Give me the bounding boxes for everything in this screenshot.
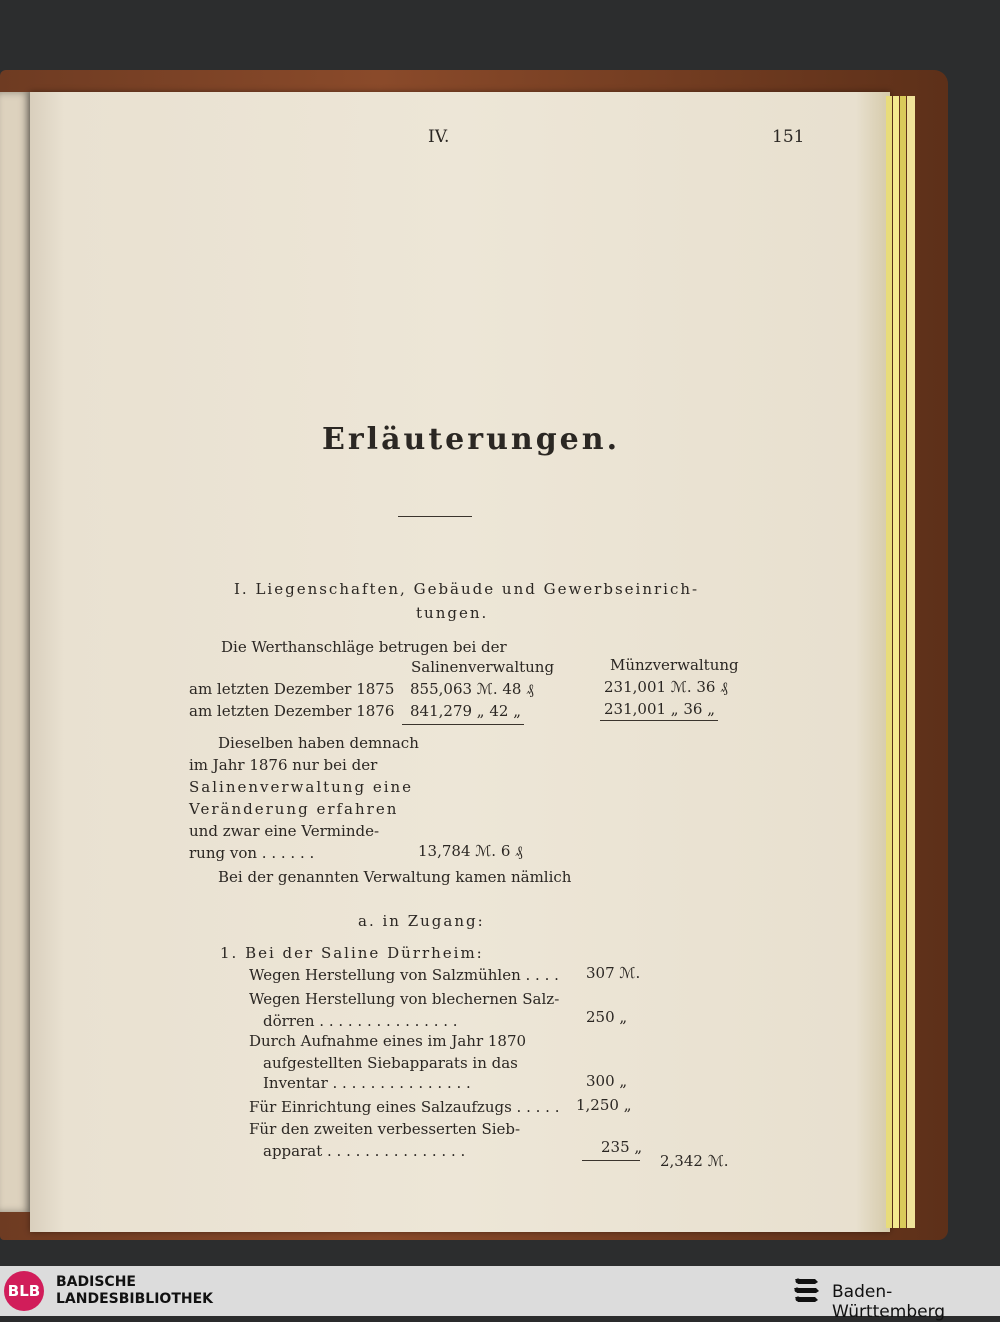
page-edge [886,96,892,1228]
item-amount: 300 „ [586,1072,628,1090]
page-number: 151 [772,127,805,147]
sub-heading: a. in Zugang: [358,912,485,930]
item-line: dörren . . . . . . . . . . . . . . . [263,1012,458,1030]
row-label: am letzten Dezember 1876 [189,702,395,720]
sum-rule [600,720,718,721]
paragraph-line: im Jahr 1876 nur bei der [189,756,378,774]
saline-heading: 1. Bei der Saline Dürrheim: [220,944,484,962]
paragraph-line: und zwar eine Verminde- [189,822,380,840]
sum-rule [582,1160,640,1161]
page-edge [907,96,915,1228]
paragraph-line: Veränderung erfahren [189,800,399,818]
paragraph-line: Dieselben haben demnach [218,734,419,752]
footer-bar [0,1266,1000,1322]
bw-lion-icon[interactable] [792,1275,822,1307]
blb-name-line: LANDESBIBLIOTHEK [56,1291,214,1307]
intro-text: Die Werthanschläge betrugen bei der [221,638,507,656]
item-amount: 307 ℳ. [586,964,641,982]
blb-logo[interactable]: BLB [4,1271,44,1311]
row-value-saline: 841,279 „ 42 „ [410,702,521,720]
item-line: Durch Aufnahme eines im Jahr 1870 [249,1032,527,1050]
section-number: IV. [428,127,450,147]
bw-name[interactable]: Baden-Württemberg [832,1282,946,1322]
reduction-value: 13,784 ℳ. 6 ₰ [418,842,523,860]
item-line: Für Einrichtung eines Salzaufzugs . . . . . [249,1098,560,1116]
item-line: Inventar . . . . . . . . . . . . . . . [263,1074,471,1092]
item-line: Wegen Herstellung von blechernen Salz- [249,990,560,1008]
item-amount: 235 „ [601,1138,643,1156]
item-amount: 1,250 „ [576,1096,632,1114]
blb-name-line: BADISCHE [56,1274,136,1290]
column-header-muenz: Münzverwaltung [610,656,739,674]
paragraph-line: rung von . . . . . . [189,844,315,862]
item-line: Wegen Herstellung von Salzmühlen . . . . [249,966,559,984]
paragraph-line: Bei der genannten Verwaltung kamen nämlich [218,868,572,886]
page-edge [900,96,906,1228]
page-title: Erläuterungen. [322,422,621,457]
paragraph-line: Salinenverwaltung eine [189,778,414,796]
row-label: am letzten Dezember 1875 [189,680,395,698]
section-heading-cont: tungen. [416,604,489,622]
row-value-muenz: 231,001 ℳ. 36 ₰ [604,678,728,696]
left-page-edge [0,92,30,1212]
item-amount: 250 „ [586,1008,628,1026]
item-line: aufgestellten Siebapparats in das [263,1054,518,1072]
title-rule [398,516,472,517]
row-value-saline: 855,063 ℳ. 48 ₰ [410,680,534,698]
total-amount: 2,342 ℳ. [660,1152,729,1170]
row-value-muenz: 231,001 „ 36 „ [604,700,715,718]
item-line: Für den zweiten verbesserten Sieb- [249,1120,521,1138]
item-line: apparat . . . . . . . . . . . . . . . [263,1142,466,1160]
blb-library-name[interactable] [56,1274,213,1308]
page-edge [893,96,899,1228]
sum-rule [402,724,524,725]
section-heading: I. Liegenschaften, Gebäude und Gewerbseinrich- [234,580,700,598]
column-header-saline: Salinenverwaltung [411,658,555,676]
